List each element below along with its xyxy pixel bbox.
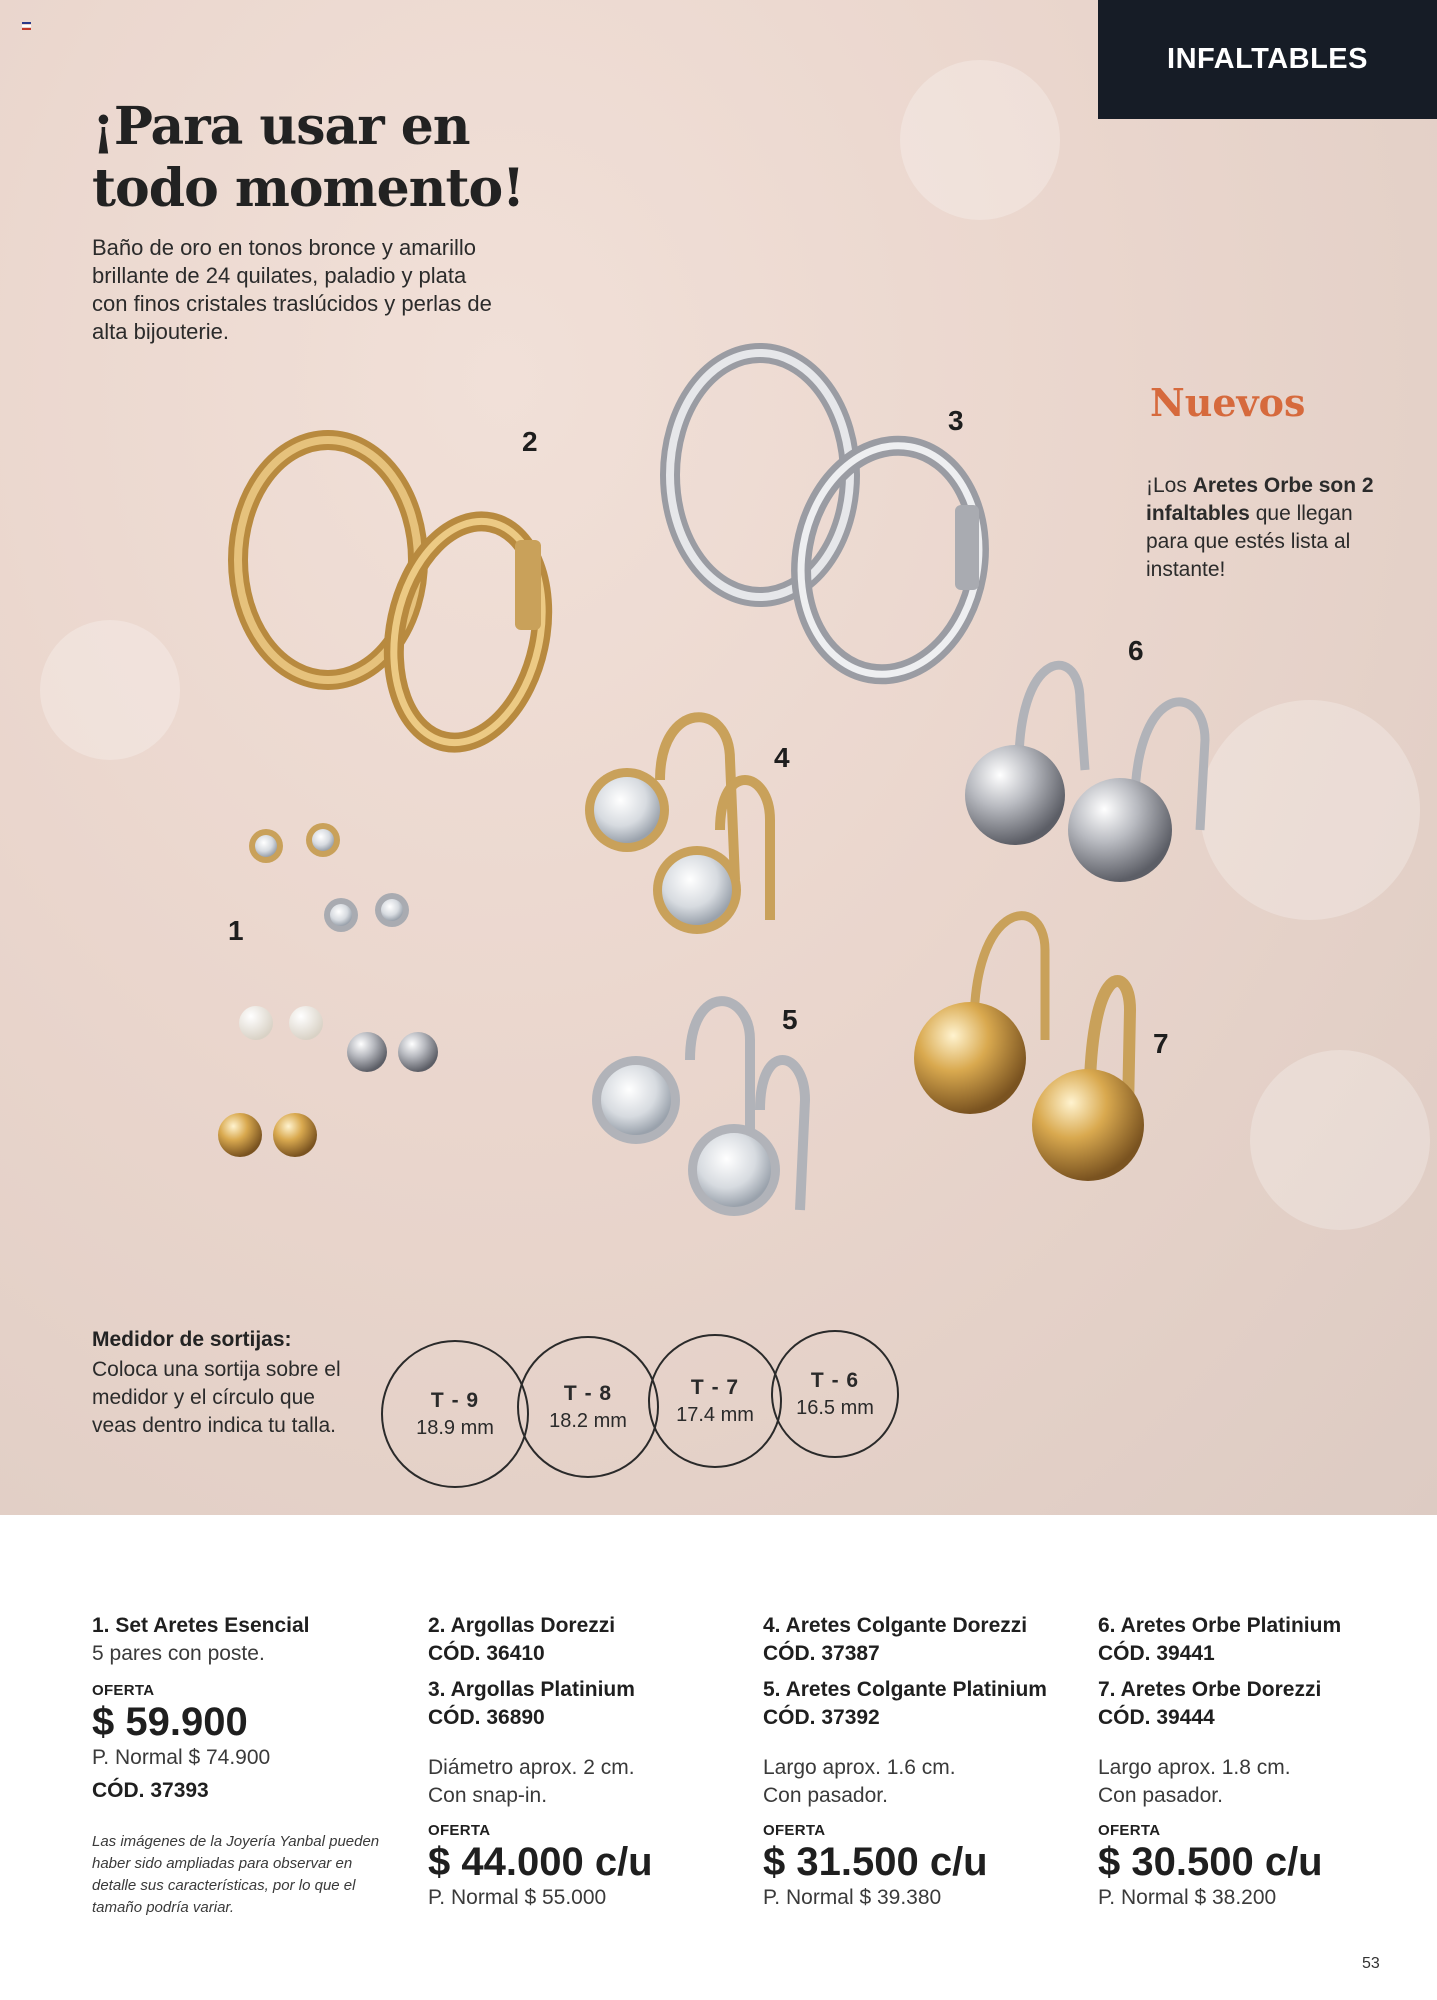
nuevos-title: Nuevos: [1150, 380, 1306, 425]
product-desc: Con snap-in.: [428, 1784, 548, 1807]
offer-price: $ 31.500 c/u: [763, 1840, 988, 1884]
silver-ball-earrings: [965, 665, 1205, 882]
product-code: CÓD. 36410: [428, 1642, 545, 1665]
normal-price: P. Normal $ 55.000: [428, 1886, 607, 1909]
gold-ball-earrings: [914, 916, 1144, 1181]
product-name: 4. Aretes Colgante Dorezzi: [763, 1614, 1028, 1637]
ring-size-mm: 18.2 mm: [549, 1409, 627, 1432]
product-desc: Con pasador.: [763, 1784, 888, 1807]
silver-hoop-earrings: [670, 353, 997, 689]
gold-hoop-earrings: [238, 440, 562, 757]
ring-sizer-title: Medidor de sortijas:: [92, 1328, 292, 1351]
product-desc: Largo aprox. 1.6 cm.: [763, 1756, 956, 1779]
item-number-4: 4: [774, 742, 790, 773]
product-name: 5. Aretes Colgante Platinium: [763, 1678, 1047, 1701]
disclaimer-text: Las imágenes de la Joyería Yanbal pueden haber sido ampliadas para observar en detalle sus características, por lo que el tamaño podría variar.: [92, 1833, 380, 1916]
product-desc: Con pasador.: [1098, 1784, 1223, 1807]
section-tag: INFALTABLES: [1098, 0, 1437, 119]
product-code: CÓD. 39441: [1098, 1642, 1215, 1665]
ring-size-mm: 18.9 mm: [416, 1416, 494, 1439]
offer-label: OFERTA: [92, 1682, 155, 1699]
product-column-4: [1098, 1612, 1418, 1911]
normal-price: P. Normal $ 39.380: [763, 1886, 942, 1909]
product-column-1: [92, 1612, 412, 1919]
product-code: CÓD. 37392: [763, 1706, 880, 1729]
product-desc: Diámetro aprox. 2 cm.: [428, 1756, 635, 1779]
product-code: CÓD. 36890: [428, 1706, 545, 1729]
silver-crystal-drop-earrings: [592, 1001, 805, 1216]
ring-size-label: T - 8: [563, 1381, 613, 1405]
nuevos-text-pre: ¡Los: [1146, 474, 1193, 497]
ring-size-mm: 16.5 mm: [796, 1396, 874, 1419]
offer-label: OFERTA: [428, 1822, 491, 1839]
product-name: 7. Aretes Orbe Dorezzi: [1098, 1678, 1322, 1701]
ring-sizer-text: Coloca una sortija sobre el medidor y el círculo que veas dentro indica tu talla.: [92, 1358, 341, 1437]
nuevos-text-bold: Aretes Orbe son 2 infaltables: [1146, 474, 1374, 525]
product-column-2: [428, 1612, 748, 1911]
ring-size-mm: 17.4 mm: [676, 1403, 754, 1426]
product-code: CÓD. 39444: [1098, 1706, 1215, 1729]
product-code: CÓD. 37387: [763, 1642, 880, 1665]
normal-price: P. Normal $ 38.200: [1098, 1886, 1277, 1909]
offer-price: $ 30.500 c/u: [1098, 1840, 1323, 1884]
product-name: 3. Argollas Platinium: [428, 1678, 635, 1701]
nuevos-text: [1146, 472, 1396, 584]
flag-icon: [22, 22, 31, 29]
ring-size-label: T - 7: [690, 1375, 740, 1399]
stud-earring-set: [218, 823, 438, 1157]
ring-size-7: [648, 1334, 782, 1468]
product-name: 2. Argollas Dorezzi: [428, 1614, 616, 1637]
gold-crystal-drop-earrings: [585, 717, 770, 934]
offer-label: OFERTA: [763, 1822, 826, 1839]
ring-size-label: T - 6: [810, 1368, 860, 1392]
item-number-3: 3: [948, 405, 964, 436]
ring-size-9: [381, 1340, 529, 1488]
item-number-7: 7: [1153, 1028, 1169, 1059]
offer-price: $ 59.900: [92, 1700, 248, 1744]
offer-label: OFERTA: [1098, 1822, 1161, 1839]
nuevos-text-post: que llegan para que estés lista al instante!: [1146, 502, 1353, 581]
ring-size-label: T - 9: [430, 1388, 480, 1412]
item-number-6: 6: [1128, 635, 1144, 666]
normal-price: P. Normal $ 74.900: [92, 1746, 271, 1769]
page-number: 53: [1362, 1955, 1380, 1972]
product-column-3: [763, 1612, 1083, 1911]
intro-text: Baño de oro en tonos bronce y amarillo brillante de 24 quilates, paladio y plata con finos cristales traslúcidos y perlas de alta bijouterie.: [92, 235, 492, 344]
product-name: 6. Aretes Orbe Platinium: [1098, 1614, 1342, 1637]
product-desc: Largo aprox. 1.8 cm.: [1098, 1756, 1291, 1779]
item-number-1: 1: [228, 915, 244, 946]
ring-size-8: [517, 1336, 659, 1478]
item-number-2: 2: [522, 426, 538, 457]
item-number-5: 5: [782, 1004, 798, 1035]
ring-size-6: [771, 1330, 899, 1458]
product-code: CÓD. 37393: [92, 1779, 209, 1802]
page-title: ¡Para usar en todo momento!: [92, 96, 524, 219]
offer-price: $ 44.000 c/u: [428, 1840, 653, 1884]
product-desc: 5 pares con poste.: [92, 1642, 265, 1665]
product-name: 1. Set Aretes Esencial: [92, 1614, 310, 1637]
